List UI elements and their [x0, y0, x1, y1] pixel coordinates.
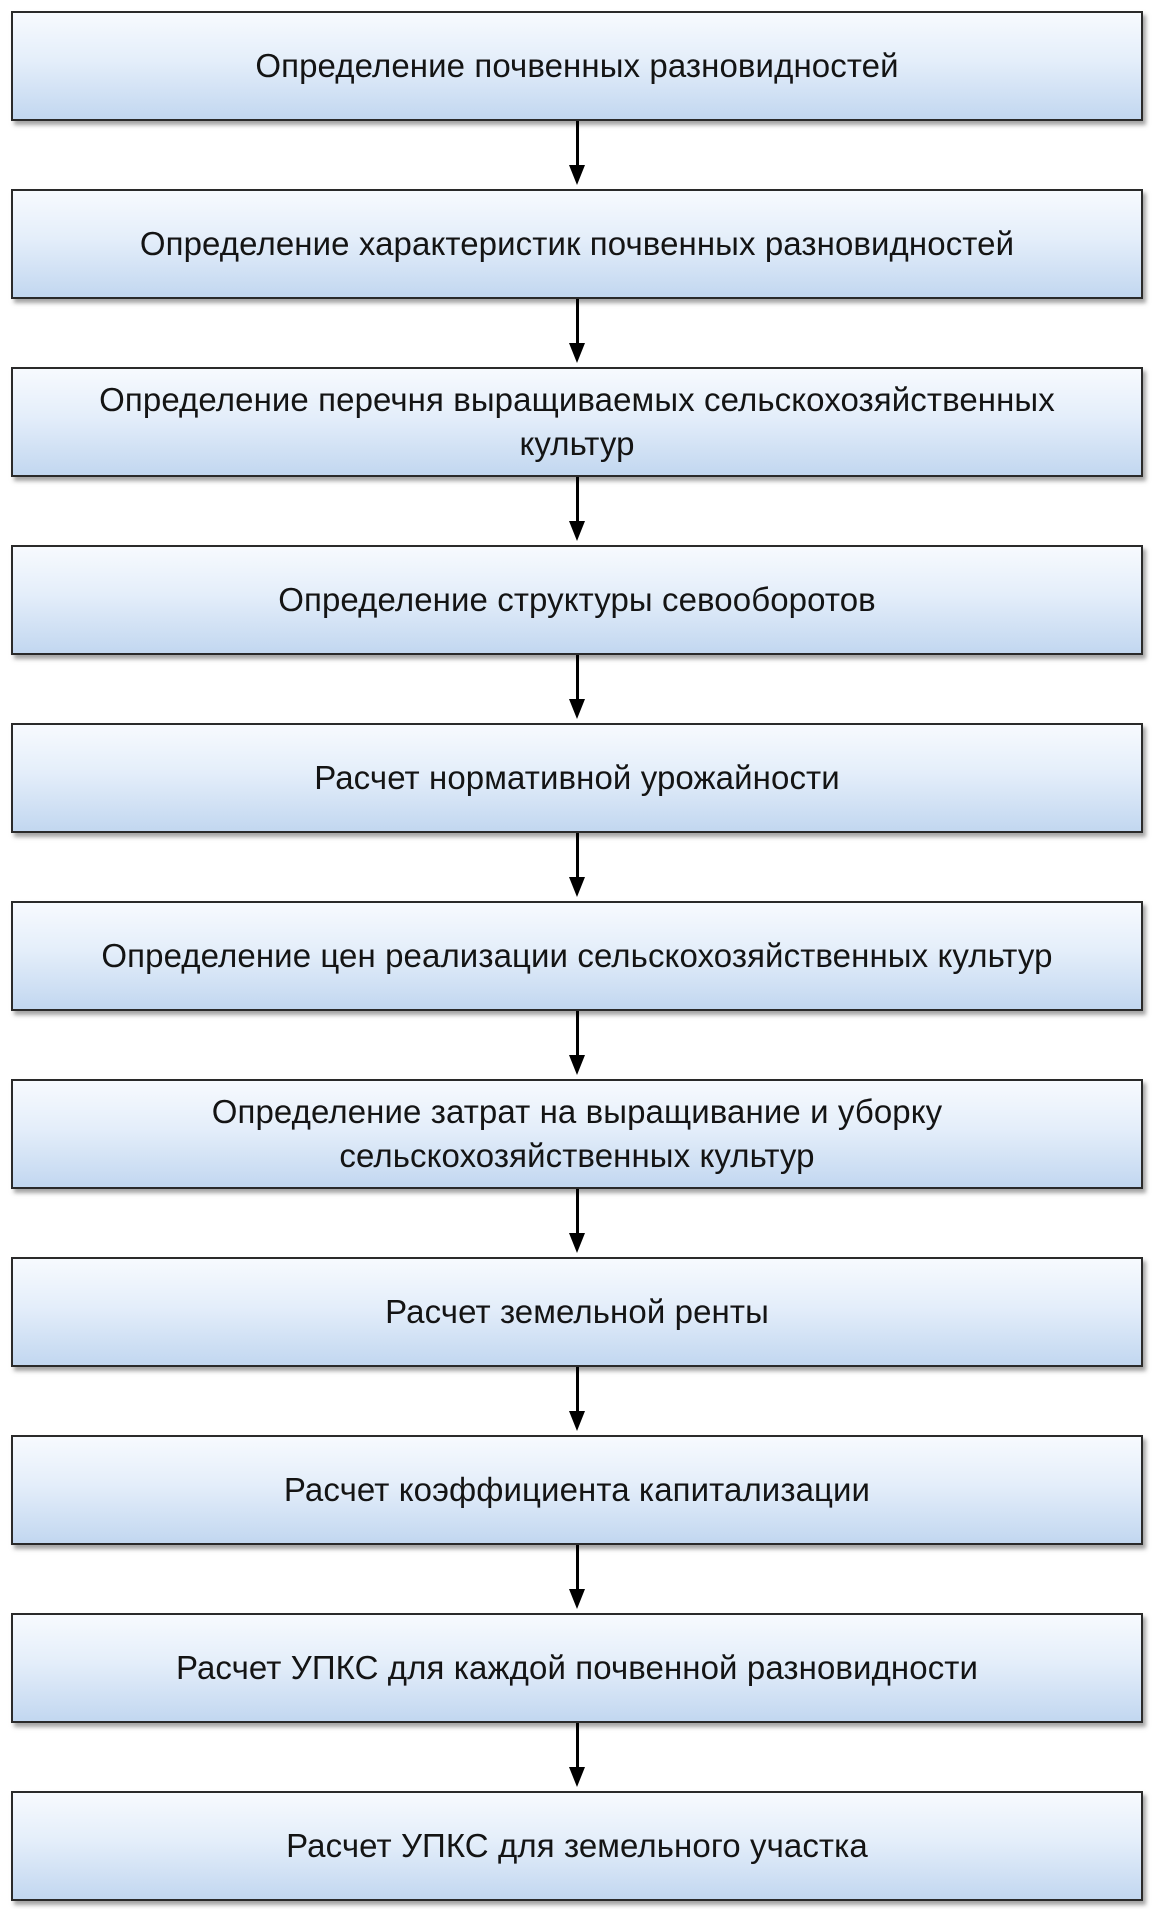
arrow-down-icon [569, 299, 585, 367]
step-crop-prices [11, 901, 1143, 1011]
arrow-down-icon [569, 121, 585, 189]
step-crop-rotation-structure [11, 545, 1143, 655]
arrow-down-icon [569, 1367, 585, 1435]
arrow-down-icon [569, 1723, 585, 1791]
arrow-down-icon [569, 655, 585, 723]
step-soil-characteristics [11, 189, 1143, 299]
step-normative-yield [11, 723, 1143, 833]
step-label: Определение затрат на выращивание и уборку сельскохозяйственных культур [211, 1093, 943, 1174]
step-label: Определение характеристик почвенных разновидностей [139, 225, 1015, 262]
step-upks-land-plot [11, 1791, 1143, 1901]
step-crop-list [11, 367, 1143, 477]
arrow-down-icon [569, 1011, 585, 1079]
arrow-down-icon [569, 1189, 585, 1257]
step-cultivation-costs [11, 1079, 1143, 1189]
step-label: Определение цен реализации сельскохозяйственных культур [101, 937, 1053, 974]
step-label: Расчет коэффициента капитализации [283, 1471, 871, 1508]
step-label: Определение перечня выращиваемых сельскохозяйственных культур [99, 381, 1055, 462]
step-label: Расчет нормативной урожайности [314, 759, 840, 796]
step-label: Определение структуры севооборотов [278, 581, 876, 618]
step-upks-per-soil-variety [11, 1613, 1143, 1723]
step-label: Расчет УПКС для каждой почвенной разновидности [175, 1649, 979, 1686]
step-label: Определение почвенных разновидностей [255, 47, 899, 84]
arrow-down-icon [569, 1545, 585, 1613]
step-capitalization-rate [11, 1435, 1143, 1545]
step-land-rent [11, 1257, 1143, 1367]
arrow-down-icon [569, 477, 585, 545]
step-soil-varieties [11, 11, 1143, 121]
arrow-down-icon [569, 833, 585, 901]
step-label: Расчет УПКС для земельного участка [286, 1827, 868, 1864]
step-label: Расчет земельной ренты [385, 1293, 769, 1330]
